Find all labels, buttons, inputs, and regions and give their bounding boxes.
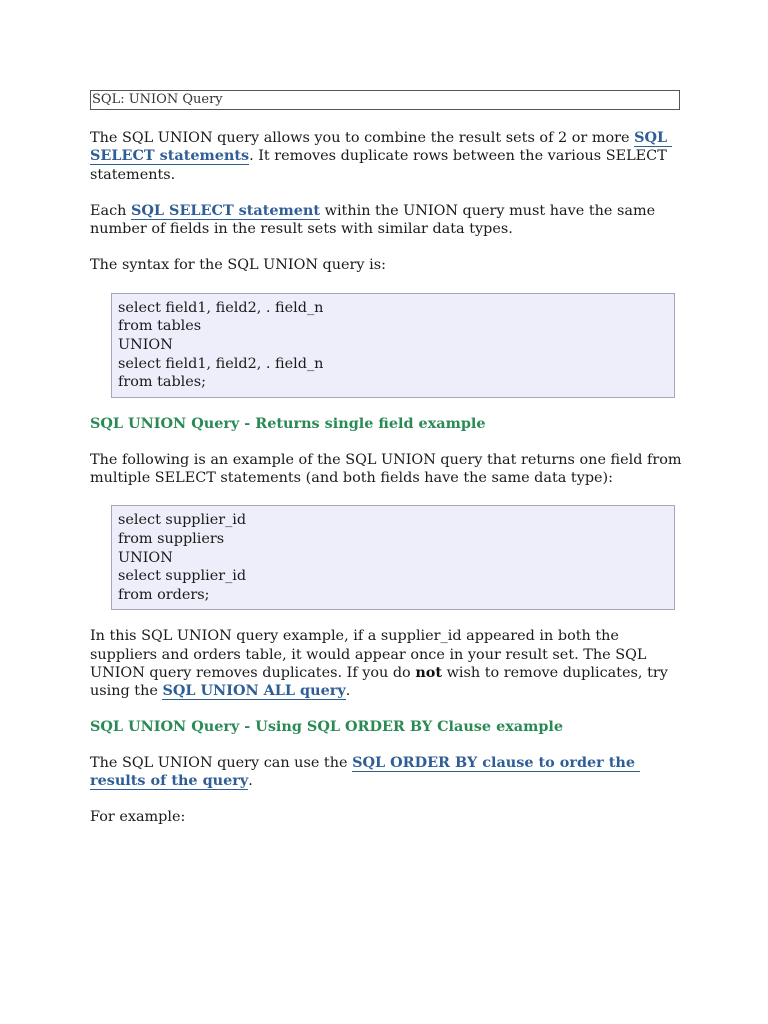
syntax-code-block xyxy=(111,293,675,398)
code-line: select supplier_id xyxy=(118,512,247,529)
sql-order-by-clause-link[interactable]: SQL ORDER BY clause to order the results of the query xyxy=(90,753,641,789)
for-example-text: For example: xyxy=(90,809,186,826)
code-line: from suppliers xyxy=(118,530,225,547)
code-line: from tables xyxy=(118,318,202,335)
document-page xyxy=(90,90,685,826)
explanation-text-1: In this SQL UNION query example, if a supplier_id appeared in both the suppliers and orders table, it would appear once in your result set. The SQL UNION query removes duplicates. If you do xyxy=(90,628,652,681)
explanation-paragraph xyxy=(90,627,685,700)
sql-select-statement-link[interactable]: SQL SELECT statement xyxy=(131,201,321,219)
code-line: select supplier_id xyxy=(118,568,247,585)
code-line: UNION xyxy=(118,549,173,566)
sql-union-all-query-link[interactable]: SQL UNION ALL query xyxy=(162,682,346,700)
requirement-paragraph xyxy=(90,202,685,239)
code-line: select field1, field2, . field_n xyxy=(118,355,324,372)
example-code-block xyxy=(111,505,675,610)
section2-text-start: The SQL UNION query can use the xyxy=(90,754,353,771)
explanation-text-3: . xyxy=(345,683,351,700)
sql-select-statements-link[interactable]: SQL SELECT statements xyxy=(90,129,673,165)
code-line: select field1, field2, . field_n xyxy=(118,299,324,316)
code-line: UNION xyxy=(118,336,173,353)
emphasis-not: not xyxy=(415,663,443,681)
section2-text-end: . xyxy=(248,772,253,789)
page-title: SQL: UNION Query xyxy=(90,90,680,110)
section2-paragraph xyxy=(90,754,685,791)
code-line: from orders; xyxy=(118,586,210,603)
intro-paragraph xyxy=(90,129,685,184)
code-line: from tables; xyxy=(118,374,207,391)
section-heading-order-by: SQL UNION Query - Using SQL ORDER BY Clause example xyxy=(90,717,564,735)
intro-text-end: . It removes duplicate rows between the various SELECT statements. xyxy=(90,148,672,183)
intro-text-start: The SQL UNION query allows you to combine the result sets of 2 or more xyxy=(90,130,635,146)
requirement-text-start: Each xyxy=(90,202,131,219)
section1-paragraph: The following is an example of the SQL UNION query that returns one field from multiple SELECT statements (and both fields have the same data type): xyxy=(90,451,687,487)
section-heading-single-field: SQL UNION Query - Returns single field example xyxy=(90,414,486,432)
syntax-intro: The syntax for the SQL UNION query is: xyxy=(90,257,386,274)
requirement-text-end: within the UNION query must have the same number of fields in the result sets with similar data types. xyxy=(90,202,660,238)
explanation-text-2: wish to remove duplicates, try using the xyxy=(90,664,673,700)
